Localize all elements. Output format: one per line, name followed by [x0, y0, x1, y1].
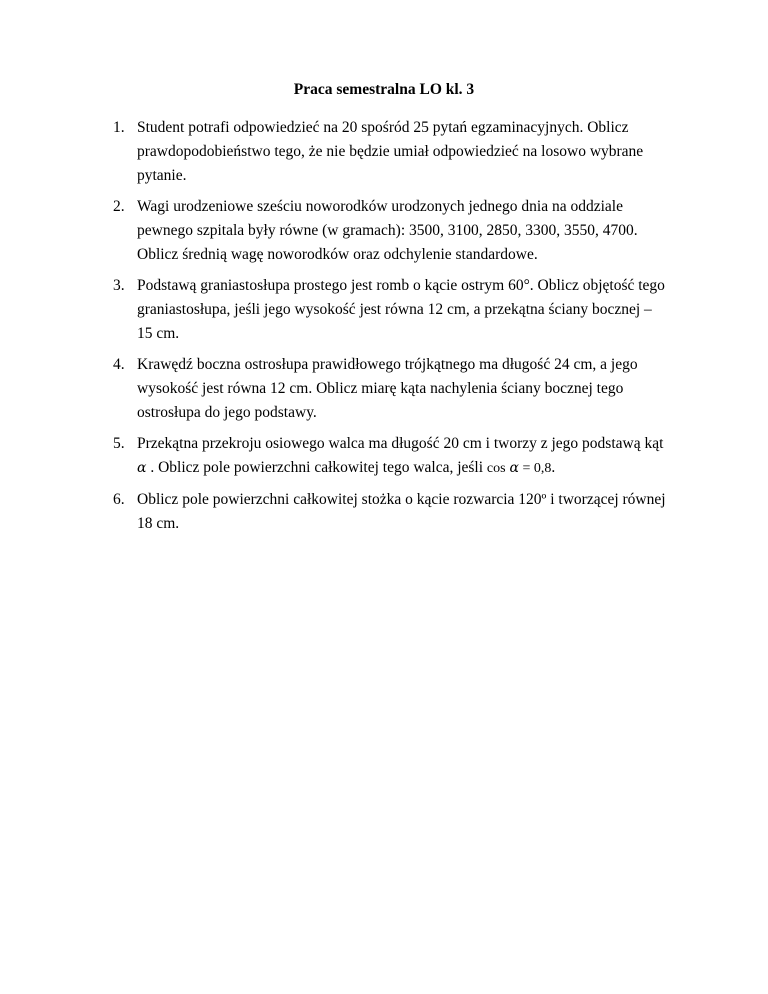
problem-item-5: [0, 432, 768, 481]
problem-text-middle: . Oblicz pole powierzchni całkowitej tego walca, jeśli: [150, 459, 484, 476]
formula-value: = 0,8: [518, 461, 552, 476]
problem-list: [0, 116, 768, 543]
problem-text: Podstawą graniastosłupa prostego jest romb o kącie ostrym 60°. Oblicz objętość tego graniastosłupa, jeśli jego wysokość jest równa 12 cm, a przekątna ściany bocznej – 15 cm.: [137, 277, 665, 342]
problem-text-end: .: [551, 459, 556, 476]
problem-item-3: [0, 274, 768, 346]
problem-text: Student potrafi odpowiedzieć na 20 spośród 25 pytań egzaminacyjnych. Oblicz prawdopodobieństwo tego, że nie będzie umiał odpowiedzieć na losowo wybrane pytanie.: [137, 119, 644, 184]
page-title: Praca semestralna LO kl. 3: [293, 81, 475, 98]
problem-item-6: [0, 488, 768, 536]
problem-number: 2.: [113, 198, 125, 215]
problem-item-1: [0, 116, 768, 188]
alpha-symbol: α: [509, 460, 519, 476]
problem-item-2: [0, 195, 768, 267]
problem-number: 4.: [113, 356, 125, 373]
problem-number: 6.: [113, 491, 125, 508]
problem-item-4: [0, 353, 768, 425]
problem-number: 1.: [113, 119, 125, 136]
problem-text: Oblicz pole powierzchni całkowitej stożka o kącie rozwarcia 120º i tworzącej równej 18 cm.: [137, 491, 666, 532]
problem-text-start: Przekątna przekroju osiowego walca ma długość 20 cm i tworzy z jego podstawą kąt: [137, 435, 664, 452]
problem-text: Krawędź boczna ostrosłupa prawidłowego trójkątnego ma długość 24 cm, a jego wysokość jest równa 12 cm. Oblicz miarę kąta nachylenia ściany bocznej tego ostrosłupa do jego podstawy.: [137, 356, 638, 421]
problem-number: 3.: [113, 277, 125, 294]
problem-text: Wagi urodzeniowe sześciu noworodków urodzonych jednego dnia na oddziale pewnego szpitala były równe (w gramach): 3500, 3100, 2850, 3300, 3550, 4700. Oblicz średnią wagę noworodków oraz odchylenie standardowe.: [137, 198, 638, 263]
cos-function: cos: [486, 461, 506, 476]
problem-number: 5.: [113, 435, 125, 452]
alpha-symbol: α: [137, 460, 147, 476]
